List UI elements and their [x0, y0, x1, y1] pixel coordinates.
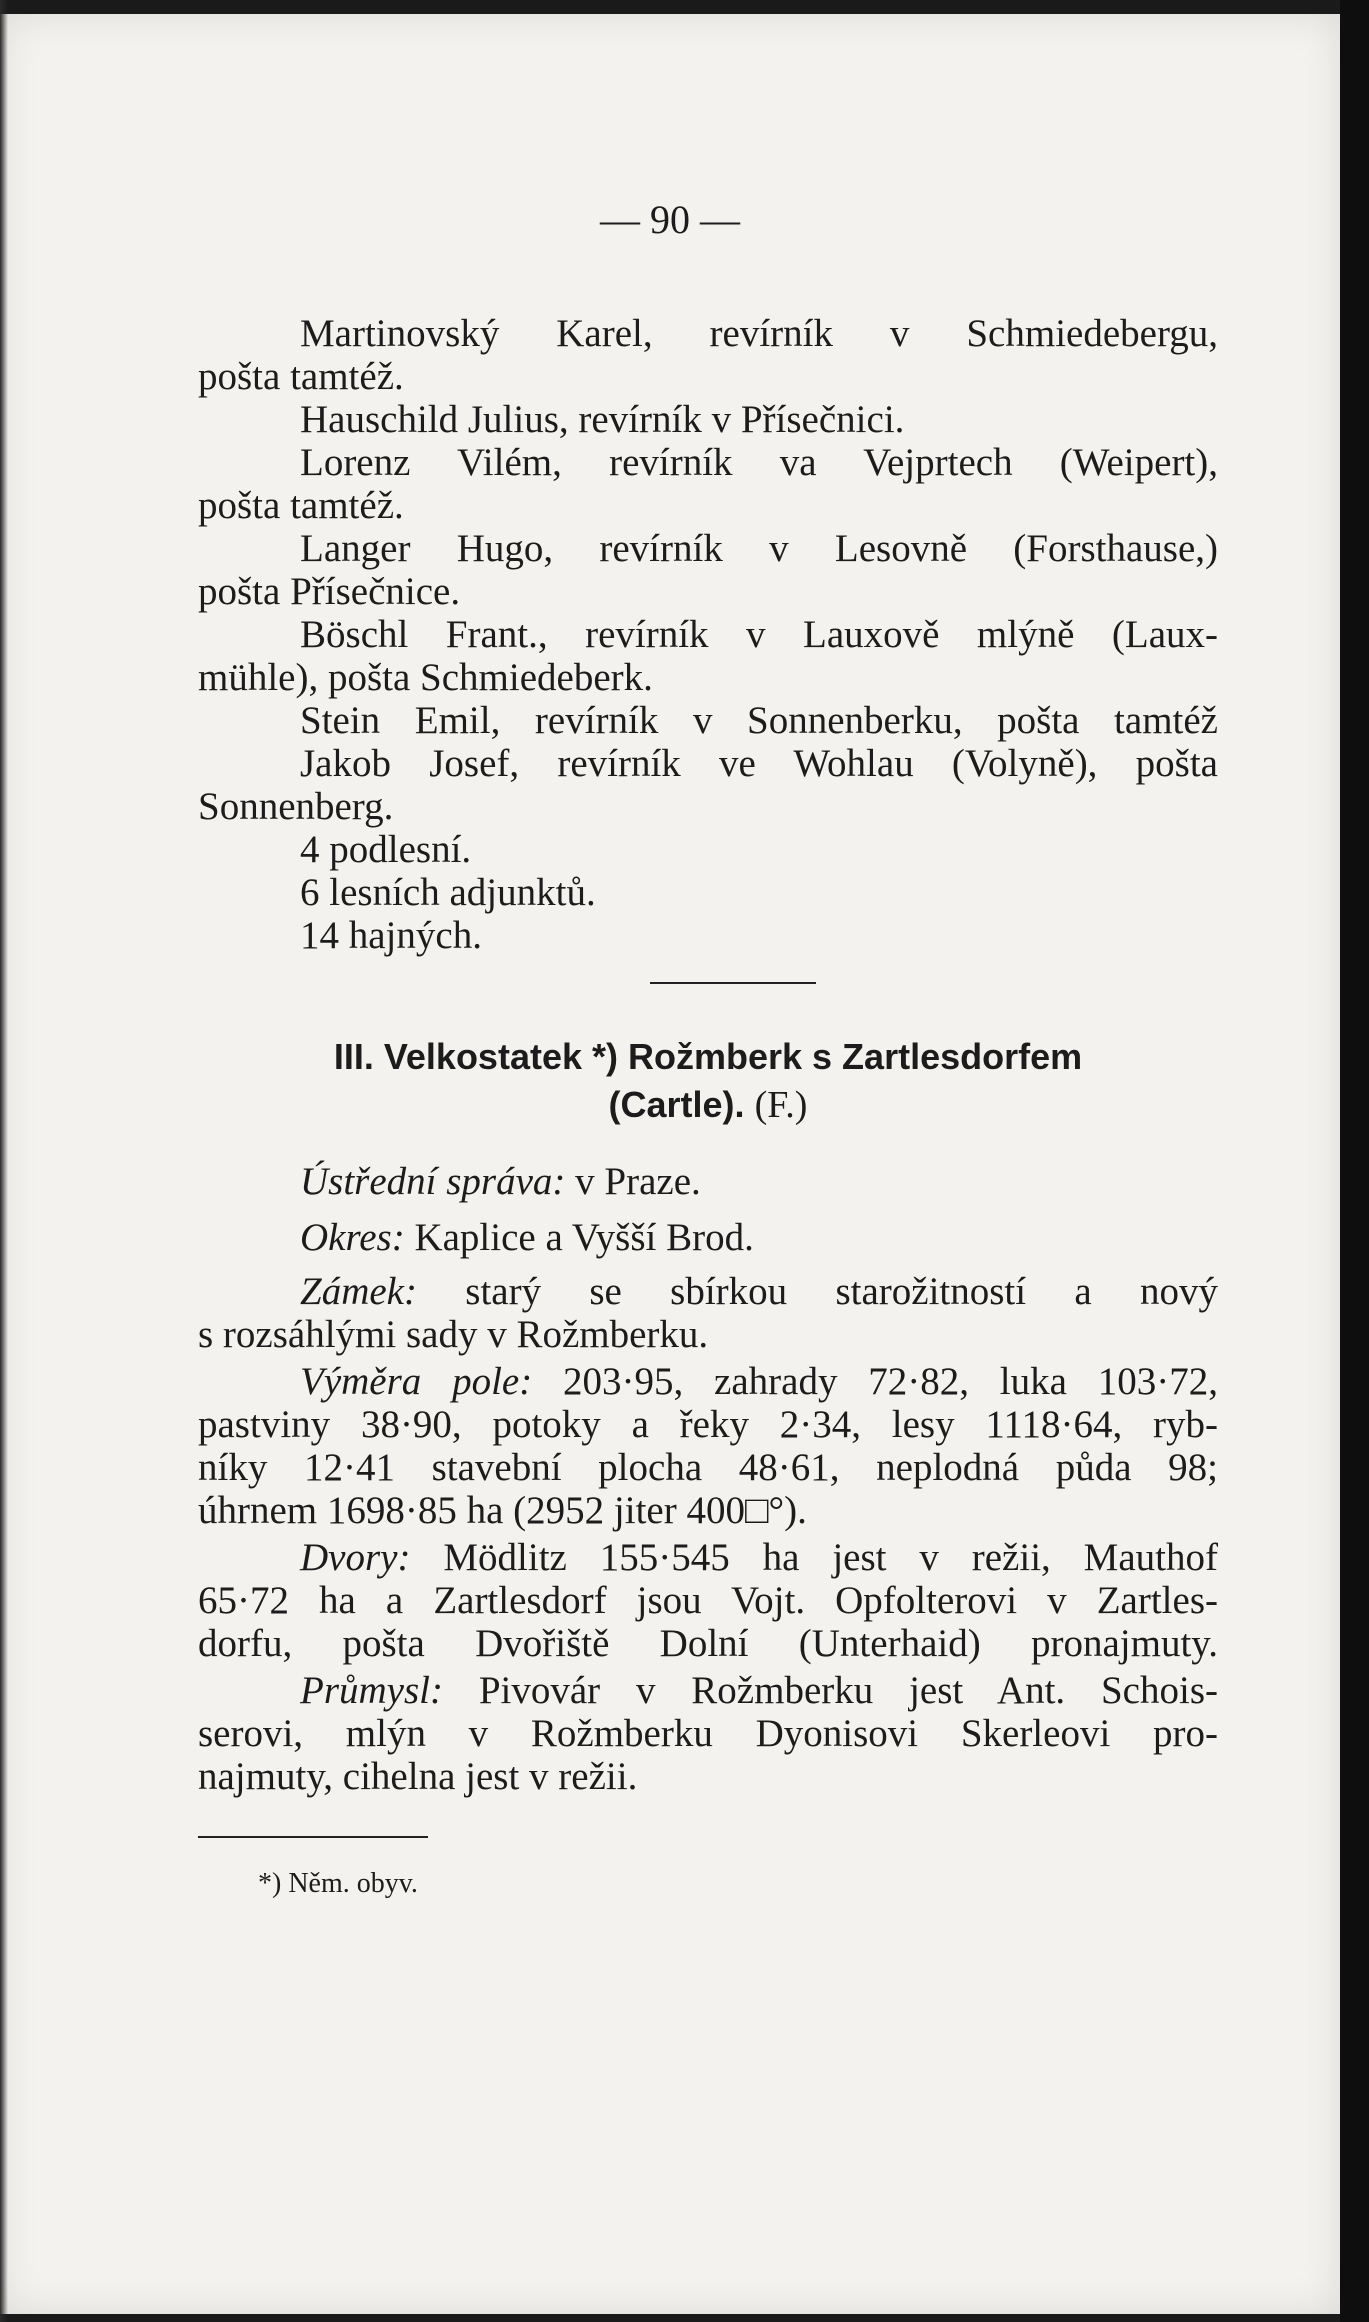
- paragraph-line: Langer Hugo, revírník v Lesovně (Forsthause,): [300, 527, 1218, 570]
- entry-zamek-cont: s rozsáhlými sady v Rožmberku.: [198, 1313, 709, 1356]
- entry-okres: [198, 1216, 1218, 1259]
- entry-label: Průmysl:: [300, 1669, 443, 1712]
- entry-vymera-cont: pastviny 38·90, potoky a řeky 2·34, lesy 1118·64, ryb-: [198, 1403, 1218, 1446]
- paragraph-line: Hauschild Julius, revírník v Přísečnici.: [300, 398, 905, 441]
- paragraph-line: 14 hajných.: [300, 914, 482, 957]
- entry-label: Dvory:: [300, 1536, 411, 1579]
- heading-note: (F.): [754, 1084, 808, 1126]
- entry-vymera-cont: níky 12·41 stavební plocha 48·61, neplodná půda 98;: [198, 1446, 1218, 1489]
- scan-edge-right: [1340, 0, 1369, 2322]
- entry-dvory: [198, 1536, 1218, 1579]
- paragraph-line: pošta tamtéž.: [198, 484, 404, 527]
- entry-text: v Praze.: [565, 1160, 701, 1203]
- entry-label: Zámek:: [300, 1270, 417, 1313]
- entry-text: Mödlitz 155·545 ha jest v režii, Mauthof: [410, 1536, 1218, 1579]
- section-divider: [650, 982, 816, 984]
- entry-text: starý se sbírkou starožitností a nový: [416, 1270, 1218, 1313]
- entry-dvory-cont: dorfu, pošta Dvořiště Dolní (Unterhaid) pronajmuty.: [198, 1622, 1218, 1665]
- entry-text: Kaplice a Vyšší Brod.: [404, 1216, 754, 1259]
- entry-label: Výměra pole:: [300, 1360, 533, 1403]
- paragraph-line: Jakob Josef, revírník ve Wohlau (Volyně), pošta: [300, 742, 1218, 785]
- entry-prumysl-cont: serovi, mlýn v Rožmberku Dyonisovi Skerleovi pro-: [198, 1712, 1218, 1755]
- paragraph-line: Sonnenberg.: [198, 785, 394, 828]
- footnote-rule: [198, 1836, 428, 1838]
- paragraph-line: 4 podlesní.: [300, 828, 472, 871]
- paragraph-line: Stein Emil, revírník v Sonnenberku, pošta tamtéž: [300, 699, 1218, 742]
- section-heading-sub: [198, 1082, 1218, 1128]
- book-page: [0, 14, 1340, 2314]
- entry-label: Ústřední správa:: [300, 1160, 566, 1203]
- entry-dvory-cont: 65·72 ha a Zartlesdorf jsou Vojt. Opfolterovi v Zartles-: [198, 1579, 1218, 1622]
- entry-prumysl-cont: najmuty, cihelna jest v režii.: [198, 1755, 638, 1798]
- page-number: — 90 —: [600, 197, 740, 242]
- paragraph-line: 6 lesních adjunktů.: [300, 871, 596, 914]
- footnote: *) Něm. obyv.: [258, 1868, 418, 1899]
- paragraph-line: Martinovský Karel, revírník v Schmiedebergu,: [300, 312, 1218, 355]
- paragraph-line: pošta Přísečnice.: [198, 570, 461, 613]
- paragraph-line: Böschl Frant., revírník v Lauxově mlýně (Laux-: [300, 613, 1218, 656]
- paragraph-line: pošta tamtéž.: [198, 355, 404, 398]
- entry-vymera: [198, 1360, 1218, 1403]
- entry-label: Okres:: [300, 1216, 405, 1259]
- entry-text: Pivovár v Rožmberku jest Ant. Schois-: [442, 1669, 1218, 1712]
- entry-prumysl: [198, 1669, 1218, 1712]
- paragraph-line: mühle), pošta Schmiedeberk.: [198, 656, 653, 699]
- scan-edge-left: [0, 0, 8, 2322]
- entry-text: 203·95, zahrady 72·82, luka 103·72,: [532, 1360, 1218, 1403]
- heading-cartle: (Cartle).: [608, 1084, 745, 1125]
- entry-ustredni-sprava: [198, 1160, 1218, 1203]
- section-heading: III. Velkostatek *) Rožmberk s Zartlesdorfem: [333, 1036, 1083, 1077]
- paragraph-line: Lorenz Vilém, revírník va Vejprtech (Weipert),: [300, 441, 1218, 484]
- entry-zamek: [198, 1270, 1218, 1313]
- entry-vymera-cont: úhrnem 1698·85 ha (2952 jiter 400□°).: [198, 1489, 807, 1532]
